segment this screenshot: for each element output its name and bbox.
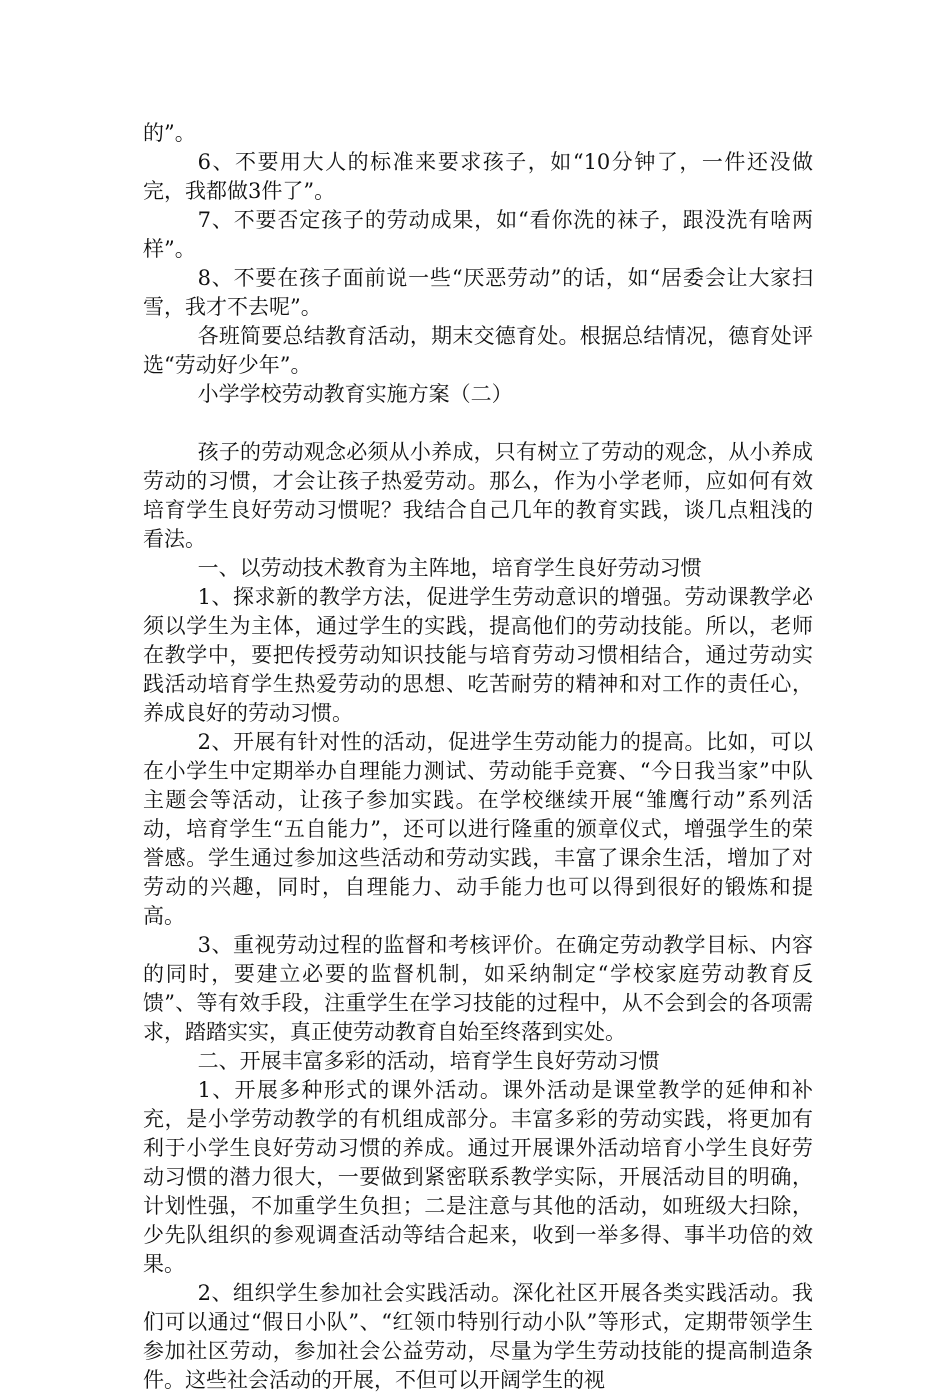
blank-line xyxy=(143,409,813,438)
paragraph-intro: 孩子的劳动观念必须从小养成，只有树立了劳动的观念，从小养成劳动的习惯，才会让孩子热爱劳动。那么，作为小学老师，应如何有效培育学生良好劳动习惯呢？我结合自己几年的教育实践，谈几点粗浅的看法。 xyxy=(143,440,813,551)
paragraph-continuation: 的”。 xyxy=(143,121,196,145)
heading-part-two: 二、开展丰富多彩的活动，培育学生良好劳动习惯 xyxy=(197,1049,660,1073)
paragraph-part-one-2: 2、开展有针对性的活动，促进学生劳动能力的提高。比如，可以在小学生中定期举办自理能力测试、劳动能手竞赛、“今日我当家”中队主题会等活动，让孩子参加实践。在学校继续开展“雏鹰行动”系列活动，培育学生“五自能力”，还可以进行隆重的颁章仪式，增强学生的荣誉感。学生通过参加这些活动和劳动实践，丰富了课余生活，增加了对劳动的兴趣，同时，自理能力、动手能力也可以得到很好的锻炼和提高。 xyxy=(143,730,813,928)
paragraph-part-one-3: 3、重视劳动过程的监督和考核评价。在确定劳动教学目标、内容的同时，要建立必要的监督机制，如采纳制定“学校家庭劳动教育反馈”、等有效手段，注重学生在学习技能的过程中，从不会到会的各项需求，踏踏实实，真正使劳动教育自始至终落到实处。 xyxy=(143,933,813,1044)
paragraph-item-6: 6、不要用大人的标准来要求孩子，如“10分钟了，一件还没做完，我都做3件了”。 xyxy=(143,150,813,203)
heading-part-one: 一、以劳动技术教育为主阵地，培育学生良好劳动习惯 xyxy=(197,556,702,580)
paragraph-part-one-1: 1、探求新的教学方法，促进学生劳动意识的增强。劳动课教学必须以学生为主体，通过学生的实践，提高他们的劳动技能。所以，老师在教学中，要把传授劳动知识技能与培育劳动习惯相结合，通过劳动实践活动培育学生热爱劳动的思想、吃苦耐劳的精神和对工作的责任心，养成良好的劳动习惯。 xyxy=(143,585,813,725)
paragraph-item-8: 8、不要在孩子面前说一些“厌恶劳动”的话，如“居委会让大家扫雪，我才不去呢”。 xyxy=(143,266,813,319)
paragraph-part-two-2: 2、组织学生参加社会实践活动。深化社区开展各类实践活动。我们可以通过“假日小队”、“红领巾特别行动小队”等形式，定期带领学生参加社区劳动，参加社会公益劳动，尽量为学生劳动技能的提高制造条件。这些社会活动的开展，不但可以开阔学生的视 xyxy=(143,1281,813,1392)
paragraph-part-two-1: 1、开展多种形式的课外活动。课外活动是课堂教学的延伸和补充，是小学劳动教学的有机组成部分。丰富多彩的劳动实践，将更加有利于小学生良好劳动习惯的养成。通过开展课外活动培育小学生良好劳动习惯的潜力很大，一要做到紧密联系教学实际，开展活动目的明确，计划性强，不加重学生负担；二是注意与其他的活动，如班级大扫除，少先队组织的参观调查活动等结合起来，收到一举多得、事半功倍的效果。 xyxy=(143,1078,813,1276)
paragraph-item-7: 7、不要否定孩子的劳动成果，如“看你洗的袜子，跟没洗有啥两样”。 xyxy=(143,208,813,261)
document-body xyxy=(143,119,813,1395)
paragraph-summary: 各班简要总结教育活动，期末交德育处。根据总结情况，德育处评选“劳动好少年”。 xyxy=(143,324,813,377)
section-title: 小学学校劳动教育实施方案（二） xyxy=(197,382,513,406)
